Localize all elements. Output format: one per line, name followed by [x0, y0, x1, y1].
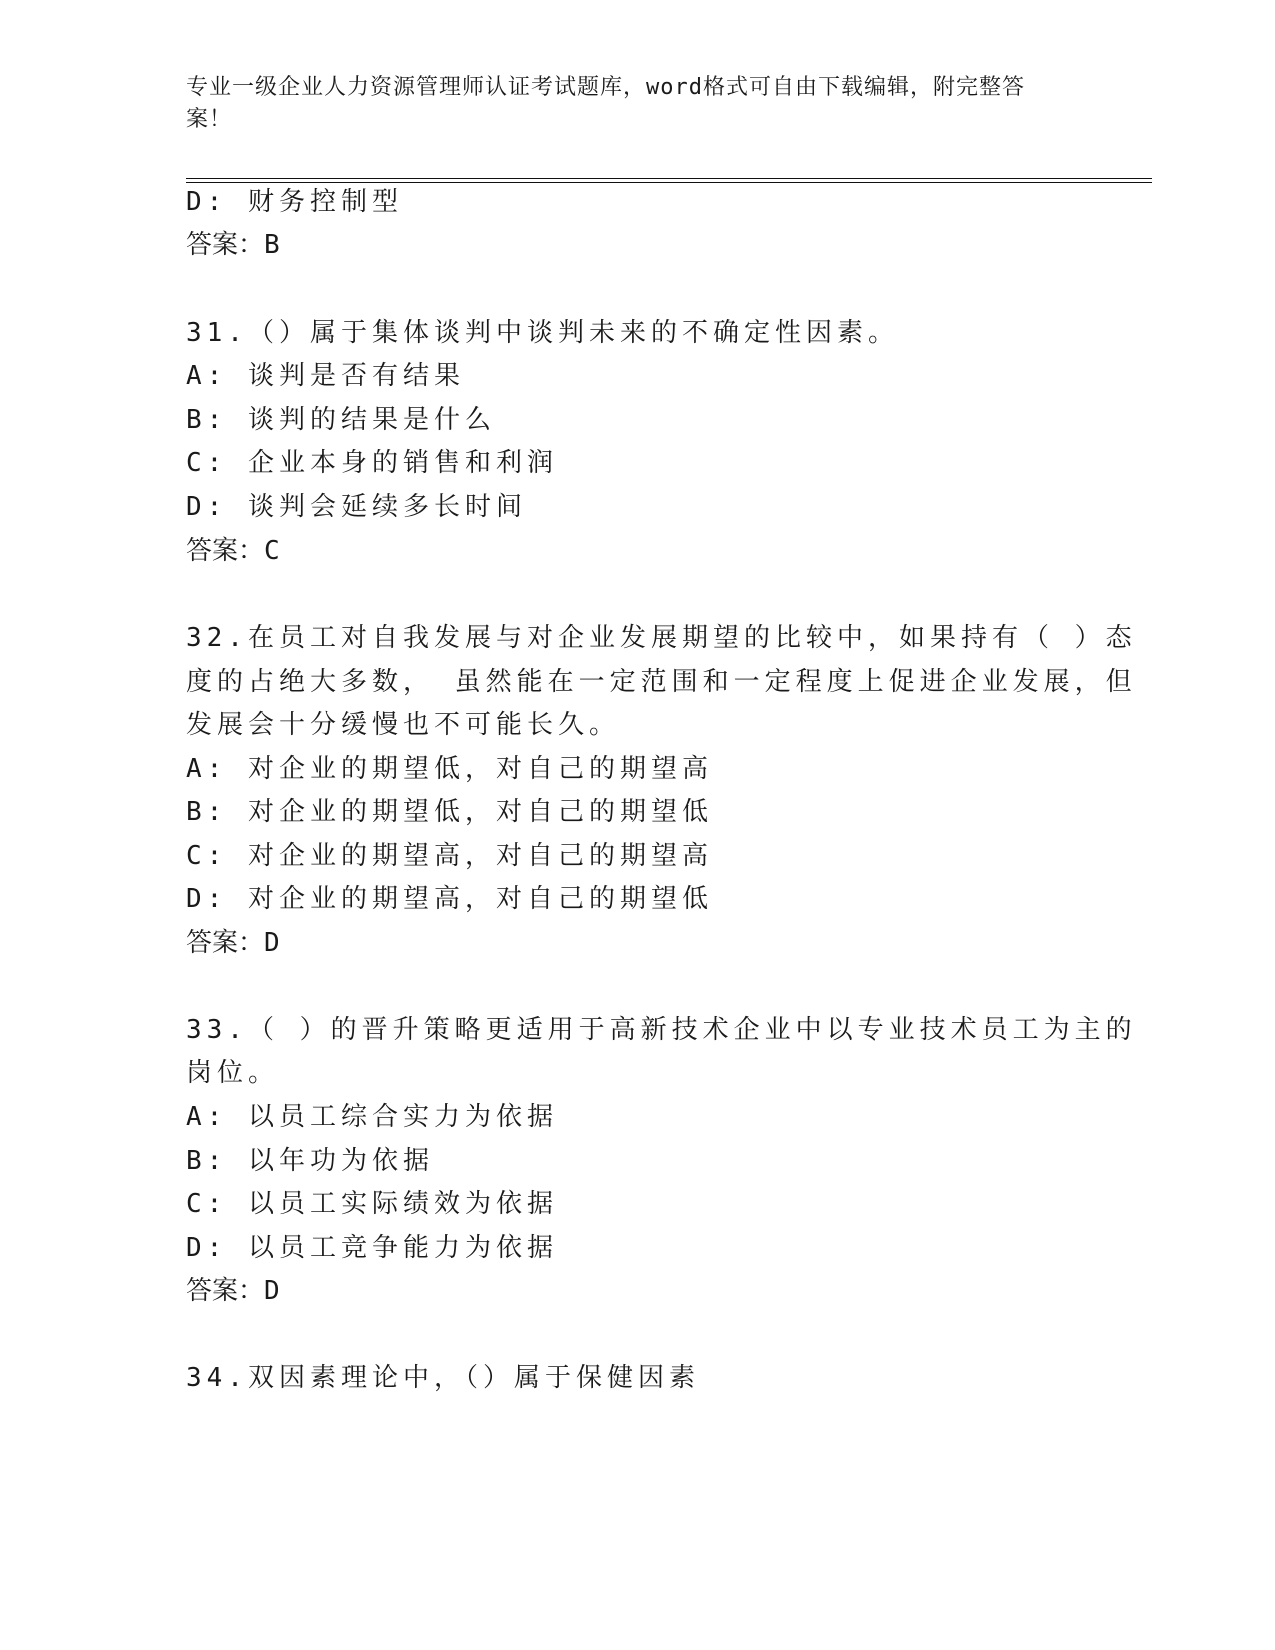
- q32-option-d: D: 对企业的期望高，对自己的期望低: [186, 884, 713, 914]
- q33-option-c: C: 以员工实际绩效为依据: [186, 1189, 558, 1219]
- q34-stem: 34.双因素理论中，（）属于保健因素: [186, 1363, 700, 1393]
- q31-option-c: C: 企业本身的销售和利润: [186, 448, 558, 478]
- header-rule-top: [186, 178, 1152, 179]
- q31-option-d: D: 谈判会延续多长时间: [186, 492, 527, 522]
- prev-option-d: D: 财务控制型: [186, 187, 403, 217]
- answer-label: 答案：: [186, 230, 265, 260]
- header-rule-bottom: [186, 182, 1152, 183]
- q31-stem: 31.（）属于集体谈判中谈判未来的不确定性因素。: [186, 318, 899, 348]
- prev-answer: [186, 230, 280, 260]
- q32-stem-line-3: 发展会十分缓慢也不可能长久。: [186, 710, 621, 740]
- q32-stem-line-2: 度的占绝大多数， 虽然能在一定范围和一定程度上促进企业发展，但: [186, 667, 1137, 697]
- answer-value: B: [264, 230, 280, 260]
- q33-option-b: B: 以年功为依据: [186, 1146, 434, 1176]
- answer-value: D: [264, 928, 280, 958]
- q31-option-a: A: 谈判是否有结果: [186, 361, 465, 391]
- q33-stem-line-2: 岗位。: [186, 1058, 280, 1088]
- q32-option-c: C: 对企业的期望高，对自己的期望高: [186, 841, 713, 871]
- q33-option-a: A: 以员工综合实力为依据: [186, 1102, 558, 1132]
- q32-answer: [186, 928, 280, 958]
- q33-answer: [186, 1276, 280, 1306]
- q32-stem-line-1: 32.在员工对自我发展与对企业发展期望的比较中，如果持有（ ）态: [186, 623, 1137, 653]
- q32-option-b: B: 对企业的期望低，对自己的期望低: [186, 797, 713, 827]
- q31-answer: [186, 536, 280, 566]
- answer-label: 答案：: [186, 536, 265, 566]
- answer-label: 答案：: [186, 928, 265, 958]
- q33-option-d: D: 以员工竞争能力为依据: [186, 1233, 558, 1263]
- q31-option-b: B: 谈判的结果是什么: [186, 405, 496, 435]
- q32-option-a: A: 对企业的期望低，对自己的期望高: [186, 754, 713, 784]
- answer-label: 答案：: [186, 1276, 265, 1306]
- q33-stem-line-1: 33.（ ）的晋升策略更适用于高新技术企业中以专业技术员工为主的: [186, 1015, 1137, 1045]
- answer-value: D: [264, 1276, 280, 1306]
- document-header: 专业一级企业人力资源管理师认证考试题库，word格式可自由下载编辑，附完整答案！: [186, 75, 1025, 132]
- answer-value: C: [264, 536, 280, 566]
